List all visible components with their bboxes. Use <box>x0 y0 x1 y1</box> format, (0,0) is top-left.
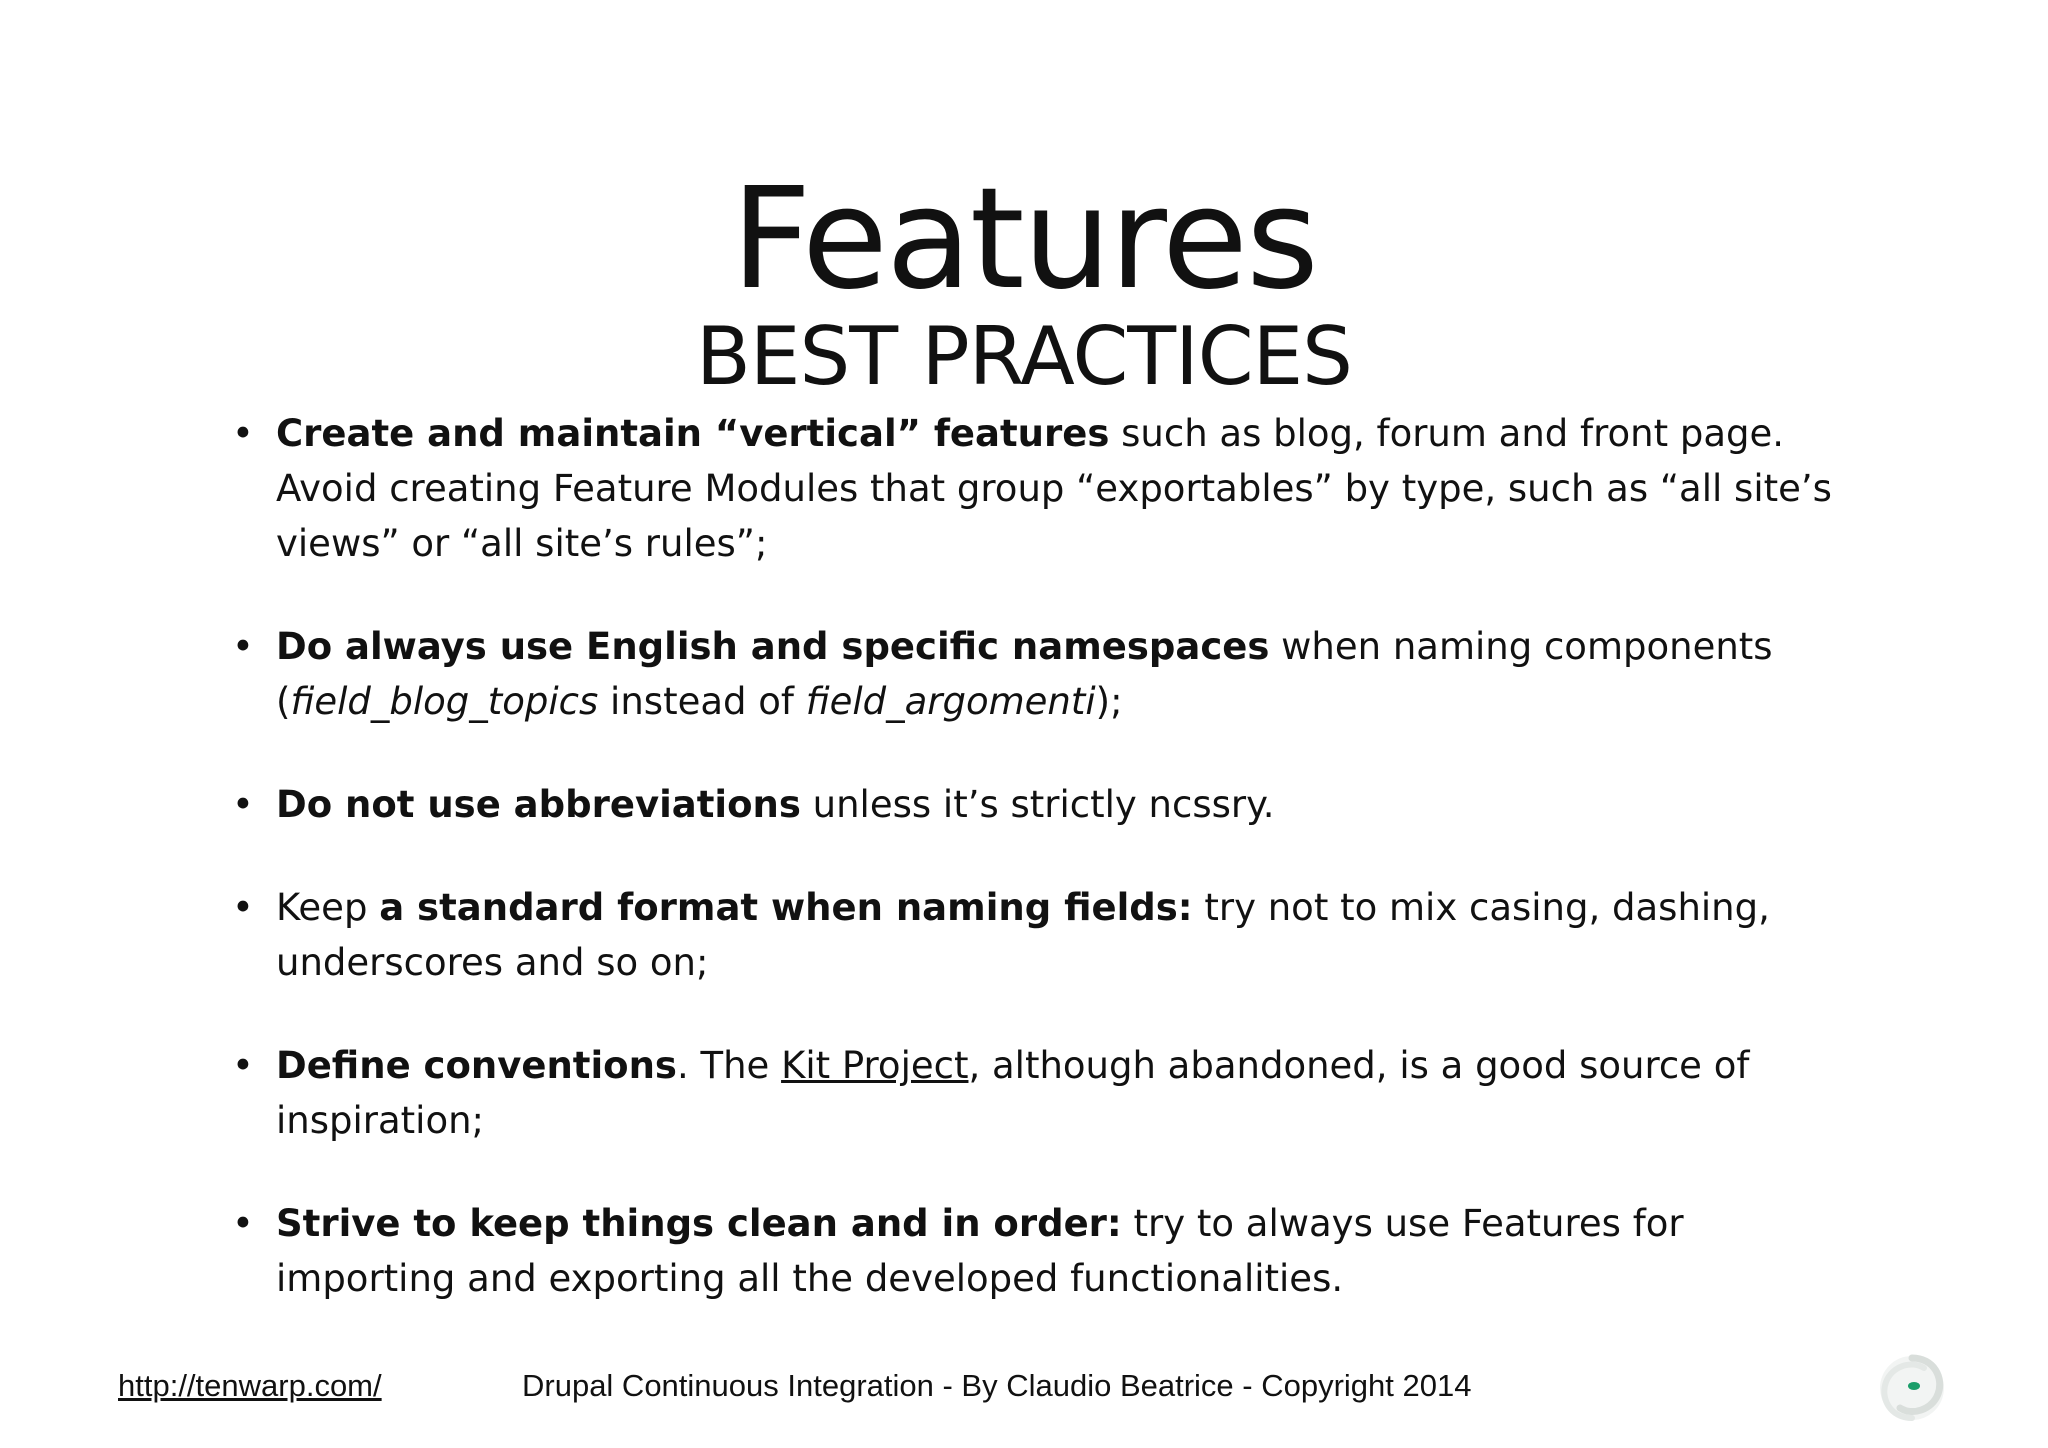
bullet-bold-text: Do always use English and specific namespaces <box>276 625 1270 668</box>
bullet-item-clean-order <box>232 1196 1872 1306</box>
bullet-italic-text: field_blog_topics <box>290 680 599 723</box>
bullet-item-standard-format <box>232 880 1872 990</box>
bullet-item-conventions <box>232 1038 1872 1148</box>
bullet-dot-icon: • <box>232 1202 254 1245</box>
bullet-text: instead of <box>598 680 806 723</box>
footer-credit: Drupal Continuous Integration - By Claudio Beatrice - Copyright 2014 <box>522 1368 1472 1403</box>
bullet-text: Keep <box>276 886 380 929</box>
slide-title: Features <box>731 158 1317 321</box>
bullet-text: try to always use Features for importing and exporting all the developed functionalities. <box>276 1202 1684 1300</box>
bullet-item-abbreviations <box>232 777 1872 832</box>
bullet-italic-text: field_argomenti <box>805 680 1096 723</box>
swirl-logo-icon <box>1872 1348 1952 1428</box>
kit-project-link[interactable]: Kit Project <box>781 1044 969 1087</box>
bullet-text: ); <box>1095 680 1123 723</box>
bullet-text: unless it’s strictly ncssry. <box>800 783 1275 826</box>
bullet-dot-icon: • <box>232 412 254 455</box>
bullet-dot-icon: • <box>232 886 254 929</box>
bullet-bold-text: Define conventions <box>276 1044 677 1087</box>
bullet-bold-text: Create and maintain “vertical” features <box>276 412 1110 455</box>
bullet-bold-text: Strive to keep things clean and in order: <box>276 1202 1122 1245</box>
bullet-item-vertical-features <box>232 406 1872 571</box>
bullet-item-namespaces <box>232 619 1872 729</box>
bullet-bold-text: Do not use abbreviations <box>276 783 801 826</box>
bullet-text: , although abandoned, is a good source of inspiration; <box>276 1044 1750 1142</box>
bullet-bold-text: a standard format when naming fields: <box>379 886 1193 929</box>
bullet-list <box>232 406 1872 1354</box>
footer-url-link[interactable]: http://tenwarp.com/ <box>118 1368 382 1403</box>
bullet-text: such as blog, forum and front page. Avoid creating Feature Modules that group “exportables” by type, such as “all site’s views” or “all site’s rules”; <box>276 412 1832 565</box>
slide-subtitle: BEST PRACTICES <box>696 310 1352 403</box>
bullet-text: try not to mix casing, dashing, underscores and so on; <box>276 886 1770 984</box>
bullet-dot-icon: • <box>232 1044 254 1087</box>
bullet-dot-icon: • <box>232 783 254 826</box>
bullet-text: when naming components ( <box>276 625 1773 723</box>
bullet-text: . The <box>676 1044 782 1087</box>
bullet-dot-icon: • <box>232 625 254 668</box>
